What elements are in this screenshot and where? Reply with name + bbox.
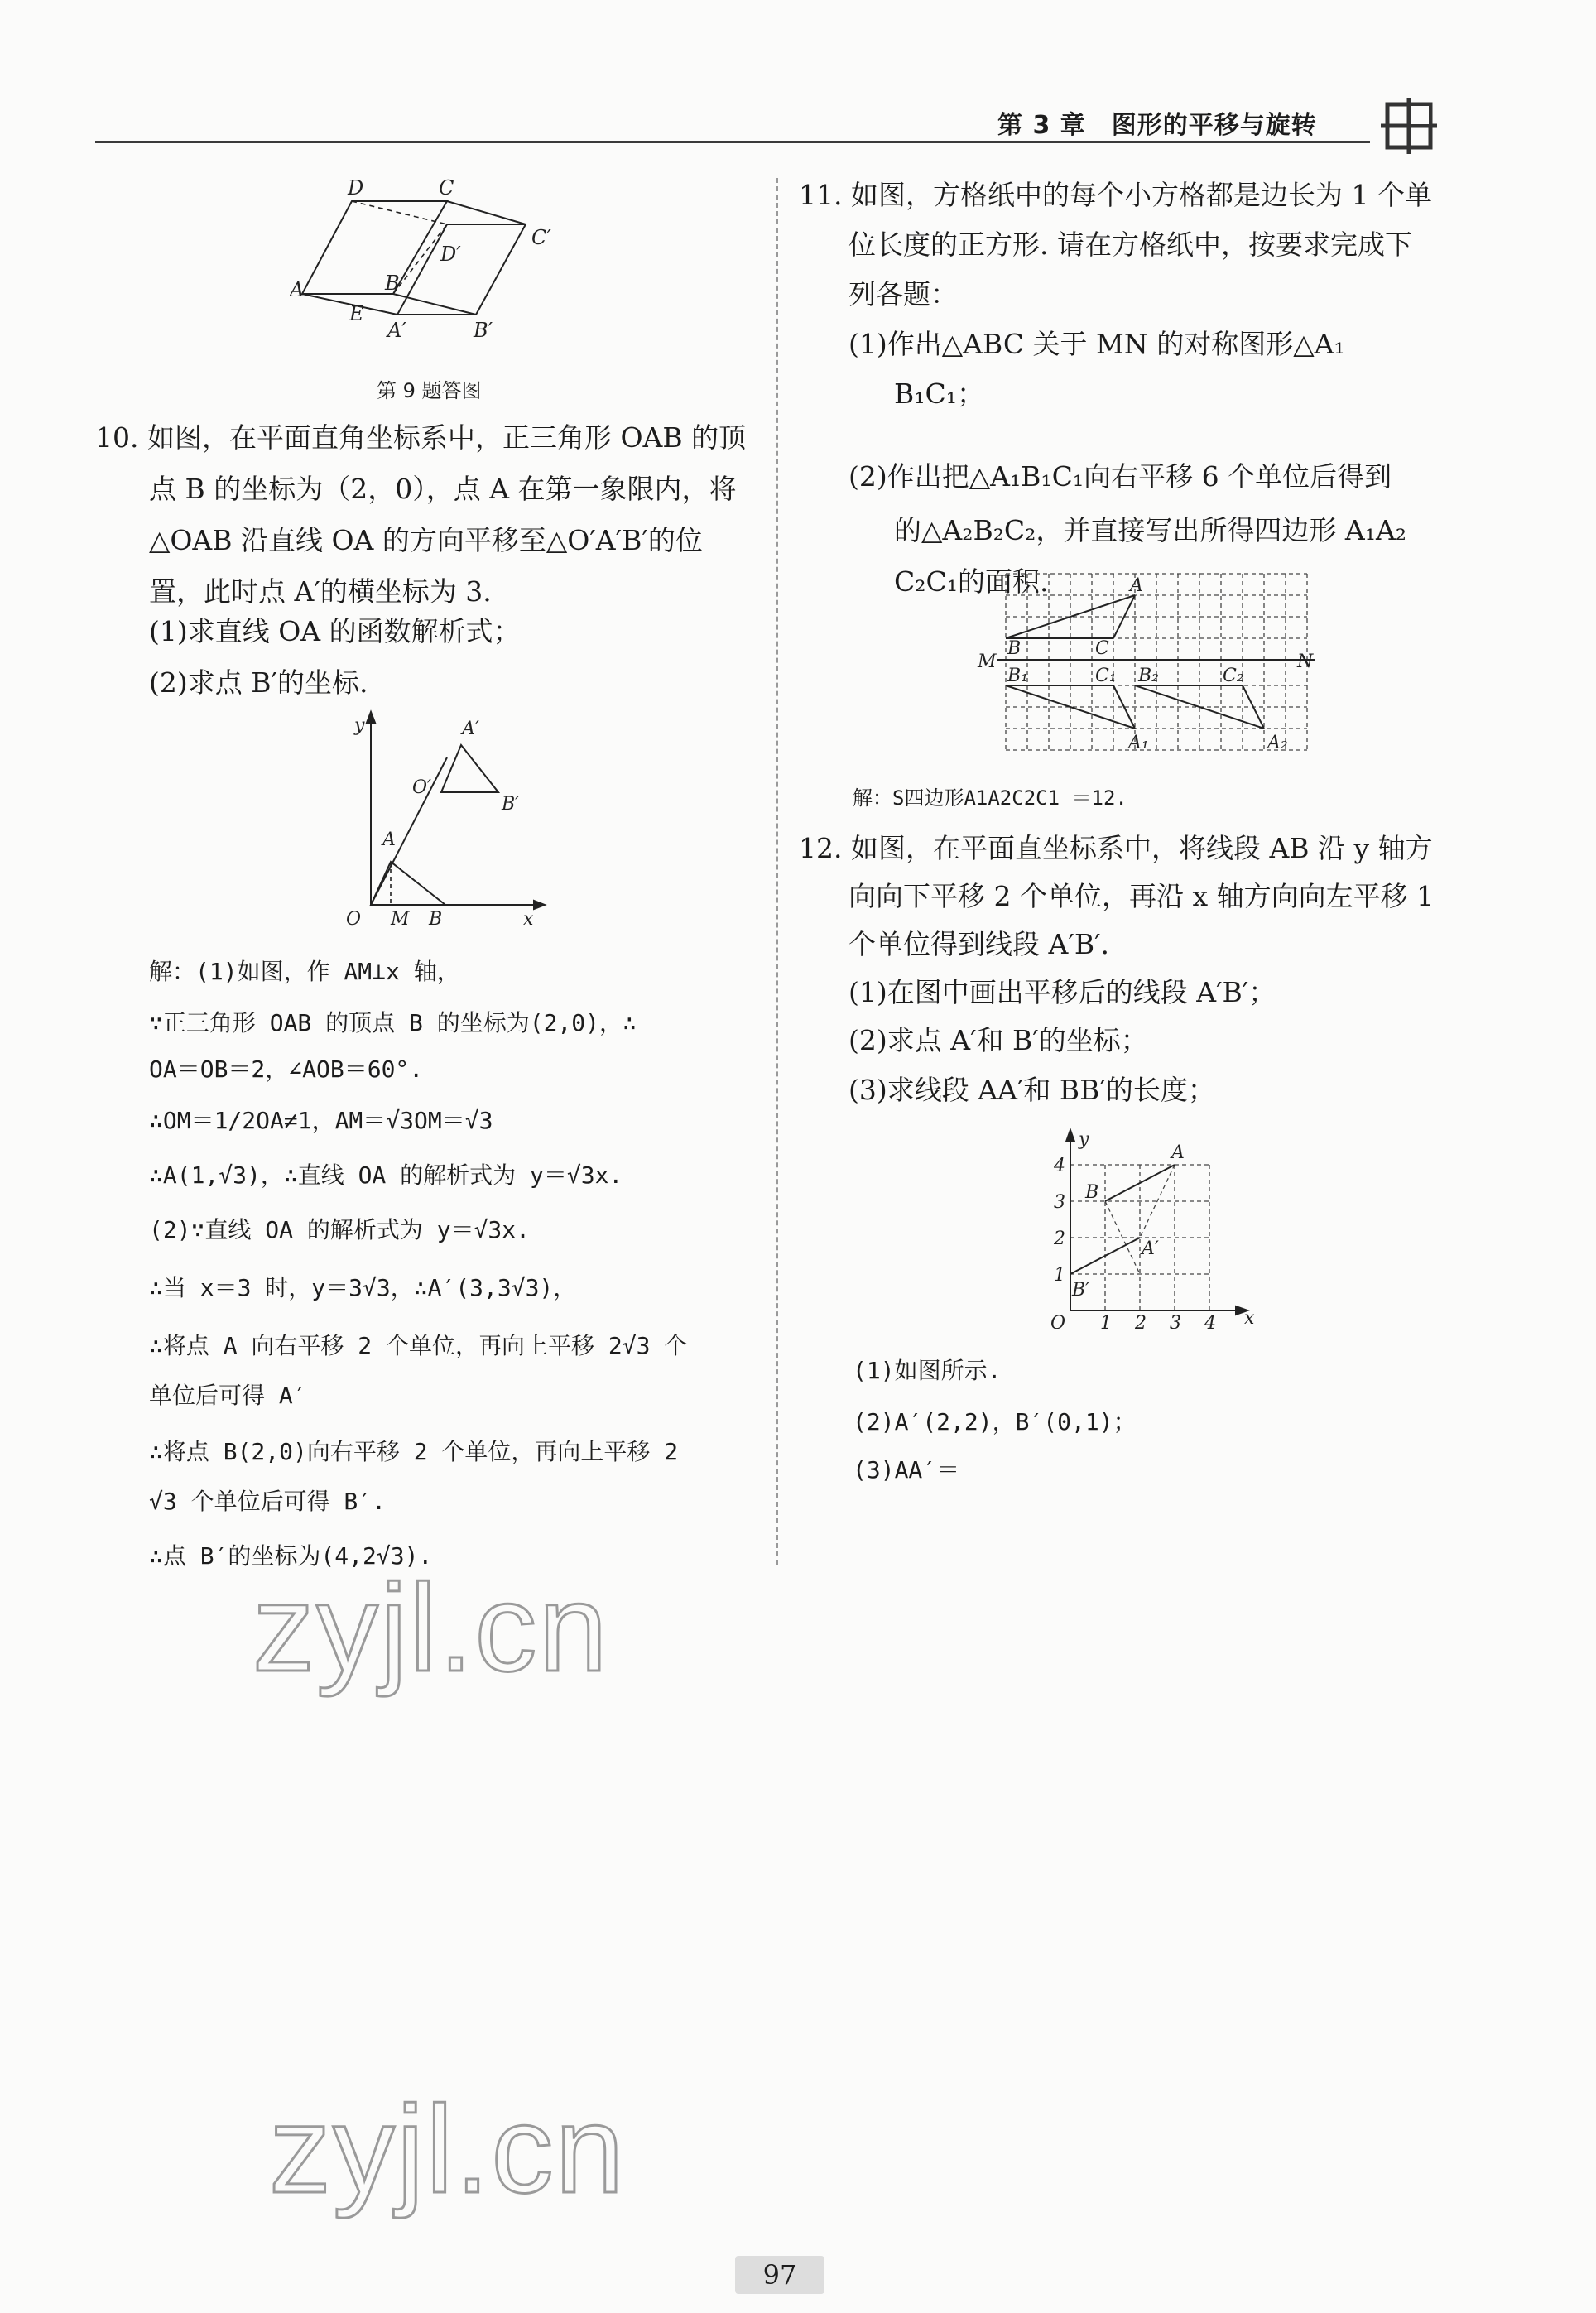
q12-tick-y2: 2: [1054, 1229, 1065, 1249]
q11-label-a: A: [1130, 575, 1143, 596]
q12-solution-line: (3)AA′＝: [853, 1456, 960, 1483]
q10-solution-line: 单位后可得 A′: [149, 1382, 307, 1409]
q12-solution-line: (1)如图所示.: [853, 1357, 1002, 1384]
q10-solution-line: ∴OM＝1/2OA≠1，AM＝√3OM＝√3: [149, 1107, 493, 1134]
q9-label-dp: D′: [440, 243, 461, 266]
q10-solution-line: ∵正三角形 OAB 的顶点 B 的坐标为(2,0)，∴: [149, 1009, 637, 1036]
q9-label-bp: B′: [474, 319, 493, 342]
q9-label-e: E: [349, 302, 364, 325]
q11-line: (2)作出把△A₁B₁C₁向右平移 6 个单位后得到: [848, 460, 1392, 493]
q10-line: 点 B 的坐标为（2，0），点 A 在第一象限内，将: [149, 473, 737, 505]
q11-line: 的△A₂B₂C₂，并直接写出所得四边形 A₁A₂: [894, 514, 1407, 546]
q12-solution-line: (2)A′(2,2)，B′(0,1)；: [853, 1408, 1137, 1435]
q10-label-op: O′: [412, 777, 432, 798]
q12-line: 个单位得到线段 A′B′.: [848, 928, 1110, 960]
q10-label-m: M: [391, 909, 410, 930]
q9-label-d: D: [348, 178, 364, 200]
q12-tick-x3: 3: [1170, 1313, 1181, 1329]
q10-solution-line: OA＝OB＝2，∠AOB＝60°.: [149, 1056, 424, 1083]
q11-line: C₂C₁的面积.: [894, 565, 1049, 598]
q9-label-a: A: [290, 278, 305, 301]
q10-label-bp: B′: [502, 794, 520, 815]
q12-line: 12. 如图，在平面直坐标系中，将线段 AB 沿 y 轴方: [799, 832, 1433, 864]
q10-solution-line: ∴点 B′的坐标为(4,2√3).: [149, 1542, 433, 1570]
q11-line: B₁C₁；: [894, 377, 984, 410]
q12-axis-x: x: [1244, 1308, 1255, 1329]
watermark: zyjl.cn: [252, 1558, 609, 1697]
q11-line: 列各题：: [848, 278, 958, 310]
q11-label-a2: A₂: [1267, 733, 1288, 753]
q12-line: (3)求线段 AA′和 BB′的长度；: [848, 1074, 1215, 1106]
q12-tick-x1: 1: [1100, 1313, 1112, 1329]
q12-line: 向向下平移 2 个单位，再沿 x 轴方向向左平移 1: [848, 880, 1435, 912]
q9-caption: 第 9 题答图: [377, 379, 482, 402]
q9-label-cp: C′: [531, 226, 551, 249]
q11-label-m: M: [978, 652, 997, 672]
q9-label-c: C: [439, 178, 454, 200]
q12-tick-y1: 1: [1054, 1265, 1065, 1286]
q10-solution-line: ∴A(1,√3)，∴直线 OA 的解析式为 y＝√3x.: [149, 1161, 623, 1189]
q10-line: (2)求点 B′的坐标.: [149, 666, 368, 699]
q10-label-ap: A′: [462, 719, 479, 739]
q10-line: 10. 如图，在平面直角坐标系中，正三角形 OAB 的顶: [95, 421, 747, 454]
q11-grid-figure: [973, 561, 1329, 760]
q10-solution-line: ∴将点 B(2,0)向右平移 2 个单位，再向上平移 2: [149, 1438, 679, 1465]
watermark: zyjl.cn: [269, 2080, 626, 2219]
q10-axis-y: y: [354, 715, 365, 736]
q10-label-b: B: [429, 909, 443, 930]
q10-line: (1)求直线 OA 的函数解析式；: [149, 615, 521, 647]
q9-label-ap: A′: [387, 319, 406, 342]
q10-line: 置，此时点 A′的横坐标为 3.: [149, 575, 492, 608]
q12-figure: [1039, 1122, 1271, 1329]
q10-label-a: A: [382, 830, 396, 850]
q12-line: (2)求点 A′和 B′的坐标；: [848, 1024, 1148, 1056]
header-rule: [95, 141, 1370, 143]
q10-figure: [339, 708, 555, 940]
q10-solution-line: 解：(1)如图，作 AM⊥x 轴，: [149, 958, 460, 985]
q12-tick-y3: 3: [1054, 1192, 1065, 1213]
q10-solution-line: √3 个单位后可得 B′.: [149, 1488, 387, 1515]
q11-label-a1: A₁: [1128, 733, 1149, 753]
q10-label-o: O: [346, 909, 362, 930]
q11-label-c2: C₂: [1223, 666, 1244, 686]
q12-label-ap: A′: [1142, 1238, 1159, 1259]
q11-line: 11. 如图，方格纸中的每个小方格都是边长为 1 个单: [799, 179, 1432, 211]
q9-label-b: B: [385, 272, 400, 295]
q11-label-c1: C₁: [1095, 666, 1117, 686]
q12-line: (1)在图中画出平移后的线段 A′B′；: [848, 976, 1276, 1008]
q10-solution-line: ∴将点 A 向右平移 2 个单位，再向上平移 2√3 个: [149, 1332, 688, 1359]
q11-label-n: N: [1297, 652, 1314, 672]
chapter-logo-icon: [1381, 98, 1439, 156]
chapter-header: 第 3 章 图形的平移与旋转: [997, 111, 1317, 140]
q12-tick-x4: 4: [1204, 1313, 1216, 1329]
q11-solution: 解：S四边形A1A2C2C1 ＝12.: [853, 786, 1127, 810]
q12-label-a: A: [1171, 1142, 1185, 1163]
column-divider: [776, 178, 778, 1565]
q10-axis-x: x: [523, 909, 534, 930]
q9-answer-figure: [290, 178, 579, 356]
q12-axis-y: y: [1079, 1129, 1089, 1150]
q11-line: (1)作出△ABC 关于 MN 的对称图形△A₁: [848, 328, 1345, 360]
q11-label-b: B: [1007, 638, 1022, 659]
q12-label-b: B: [1085, 1182, 1099, 1203]
page-number: 97: [735, 2256, 824, 2294]
q11-label-b2: B₂: [1138, 666, 1159, 686]
q10-solution-line: (2)∵直线 OA 的解析式为 y＝√3x.: [149, 1216, 531, 1243]
q12-label-o: O: [1050, 1313, 1066, 1329]
q11-line: 位长度的正方形. 请在方格纸中，按要求完成下: [848, 228, 1412, 261]
q11-label-b1: B₁: [1007, 666, 1028, 686]
q12-tick-x2: 2: [1135, 1313, 1147, 1329]
q11-label-c: C: [1095, 638, 1109, 659]
q10-solution-line: ∴当 x＝3 时，y＝3√3，∴A′(3,3√3)，: [149, 1274, 577, 1301]
q12-tick-y4: 4: [1054, 1156, 1065, 1176]
q12-label-bp: B′: [1072, 1280, 1090, 1301]
q10-line: △OAB 沿直线 OA 的方向平移至△O′A′B′的位: [149, 524, 703, 556]
